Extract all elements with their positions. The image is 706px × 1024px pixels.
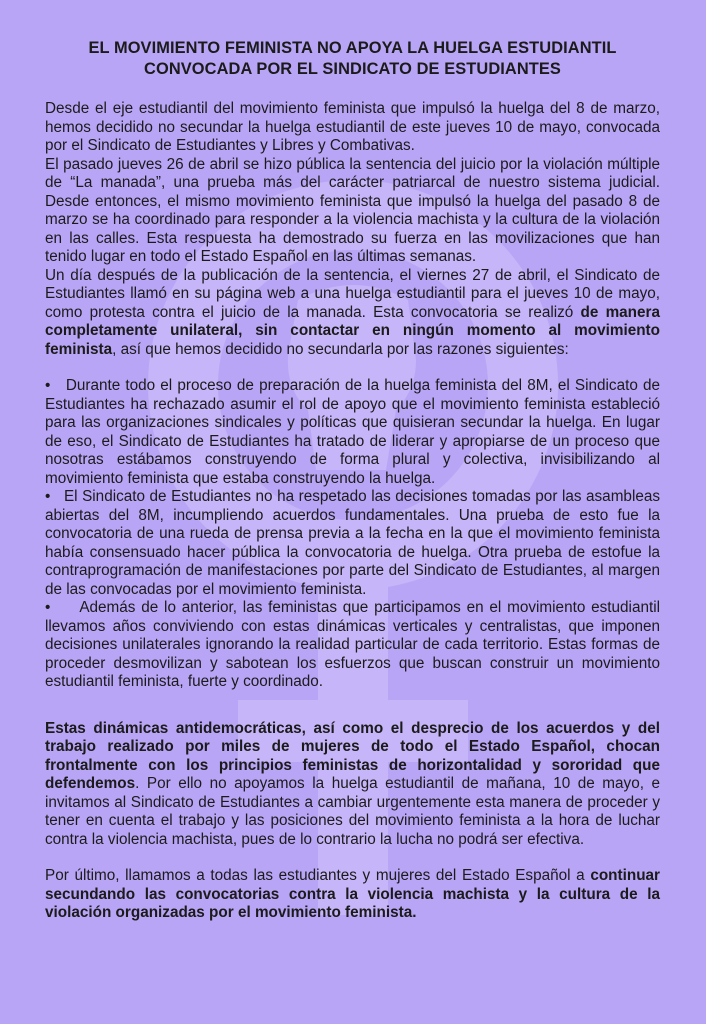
title-line-2: CONVOCADA POR EL SINDICATO DE ESTUDIANTES <box>144 60 561 78</box>
final-bold: continuar secundando las convocatorias contra la violencia machista y la cultura de la violación organizadas por el movimiento feminista. <box>45 867 660 921</box>
bullet-text-3: Además de lo anterior, las feministas que participamos en el movimiento estudiantil llevamos años conviviendo con estas dinámicas verticales y centralistas, que imponen decisiones unilaterales ignorando la realidad particular de cada territorio. Estas formas de proceder desmovilizan y sabotean los esfuerzos que buscan construir un movimiento estudiantil feminista, fuerte y coordinado. <box>45 599 661 690</box>
convocatoria-bold: de manera completamente unilateral, sin contactar en ningún momento al movimiento feminista <box>45 303 660 358</box>
bullet-marker: • <box>45 599 51 616</box>
convocatoria-text-a: Un día después de la publicación de la sentencia, el viernes 27 de abril, el Sindicato de Estudiantes llamó en su página web a una huelga estudiantil para el jueves 10 de mayo, como protesta contra el juicio de la manada. Esta convocatoria se realizó <box>45 266 660 321</box>
paragraph-sentencia: El pasado jueves 26 de abril se hizo pública la sentencia del juicio por la violación múltiple de “La manada”, una prueba más del carácter patriarcal de nuestro sistema judicial. Desde entonces, el mismo movimiento feminista que impulsó la huelga del pasado 8 de marzo se ha coordinado para responder a la violencia machista y la cultura de la violación en las calles. Esta respuesta ha demostrado su fuerza en las movilizaciones que han tenido lugar en todo el Estado Español en las últimas semanas. <box>45 155 660 265</box>
bullet-item-1 <box>45 377 660 488</box>
conclusion-bold: Estas dinámicas antidemocráticas, así como el desprecio de los acuerdos y del trabajo realizado por miles de mujeres de todo el Estado Español, chocan frontalmente con los principios feministas de horizontalidad y sororidad que defendemos <box>45 719 660 792</box>
paragraph-convocatoria <box>45 267 660 360</box>
paragraph-intro: Desde el eje estudiantil del movimiento feminista que impulsó la huelga del 8 de marzo, hemos decidido no secundar la huelga estudiantil de este jueves 10 de mayo, convocada por el Sindicato de Estudiantes y Libres y Combativas. <box>45 100 660 154</box>
page-title <box>45 38 660 80</box>
bullet-item-2 <box>45 488 660 599</box>
conclusion-text: . Por ello no apoyamos la huelga estudiantil de mañana, 10 de mayo, e invitamos al Sindicato de Estudiantes a cambiar urgentemente esta manera de proceder y tener en cuenta el trabajo y las posiciones del movimiento feminista a la hora de luchar contra la violencia machista, pues de lo contrario la lucha no podrá ser efectiva. <box>45 775 660 848</box>
bullet-marker: • <box>45 488 51 505</box>
paragraph-conclusion <box>45 720 660 850</box>
title-line-1: EL MOVIMIENTO FEMINISTA NO APOYA LA HUELGA ESTUDIANTIL <box>88 39 617 57</box>
bullet-text-2: El Sindicato de Estudiantes no ha respetado las decisiones tomadas por las asambleas abiertas del 8M, incumpliendo acuerdos fundamentales. Una prueba de esto fue la convocatoria de una rueda de prensa previa a la fecha en la que el movimiento feminista había consensuado hacer pública la convocatoria de huelga. Otra prueba de estofue la contraprogramación de manifestaciones por parte del Sindicato de Estudiantes, al margen de las convocadas por el movimiento feminista. <box>45 488 661 598</box>
paragraph-final <box>45 867 660 923</box>
convocatoria-text-c: , así que hemos decidido no secundarla por las razones siguientes: <box>112 340 569 358</box>
bullet-item-3 <box>45 599 660 692</box>
bullet-marker: • <box>45 377 51 394</box>
bullet-text-1: Durante todo el proceso de preparación de la huelga feminista del 8M, el Sindicato de Estudiantes ha rechazado asumir el rol de apoyo que el movimiento feminista estableció para las organizaciones sindicales y políticas que quisieran secundar la huelga. En lugar de eso, el Sindicato de Estudiantes ha tratado de liderar y apropiarse de un proceso que nosotras estábamos construyendo de forma plural y colectiva, invisibilizando al movimiento feminista que estaba construyendo la huelga. <box>45 377 661 487</box>
final-text: Por último, llamamos a todas las estudiantes y mujeres del Estado Español a <box>45 867 591 884</box>
